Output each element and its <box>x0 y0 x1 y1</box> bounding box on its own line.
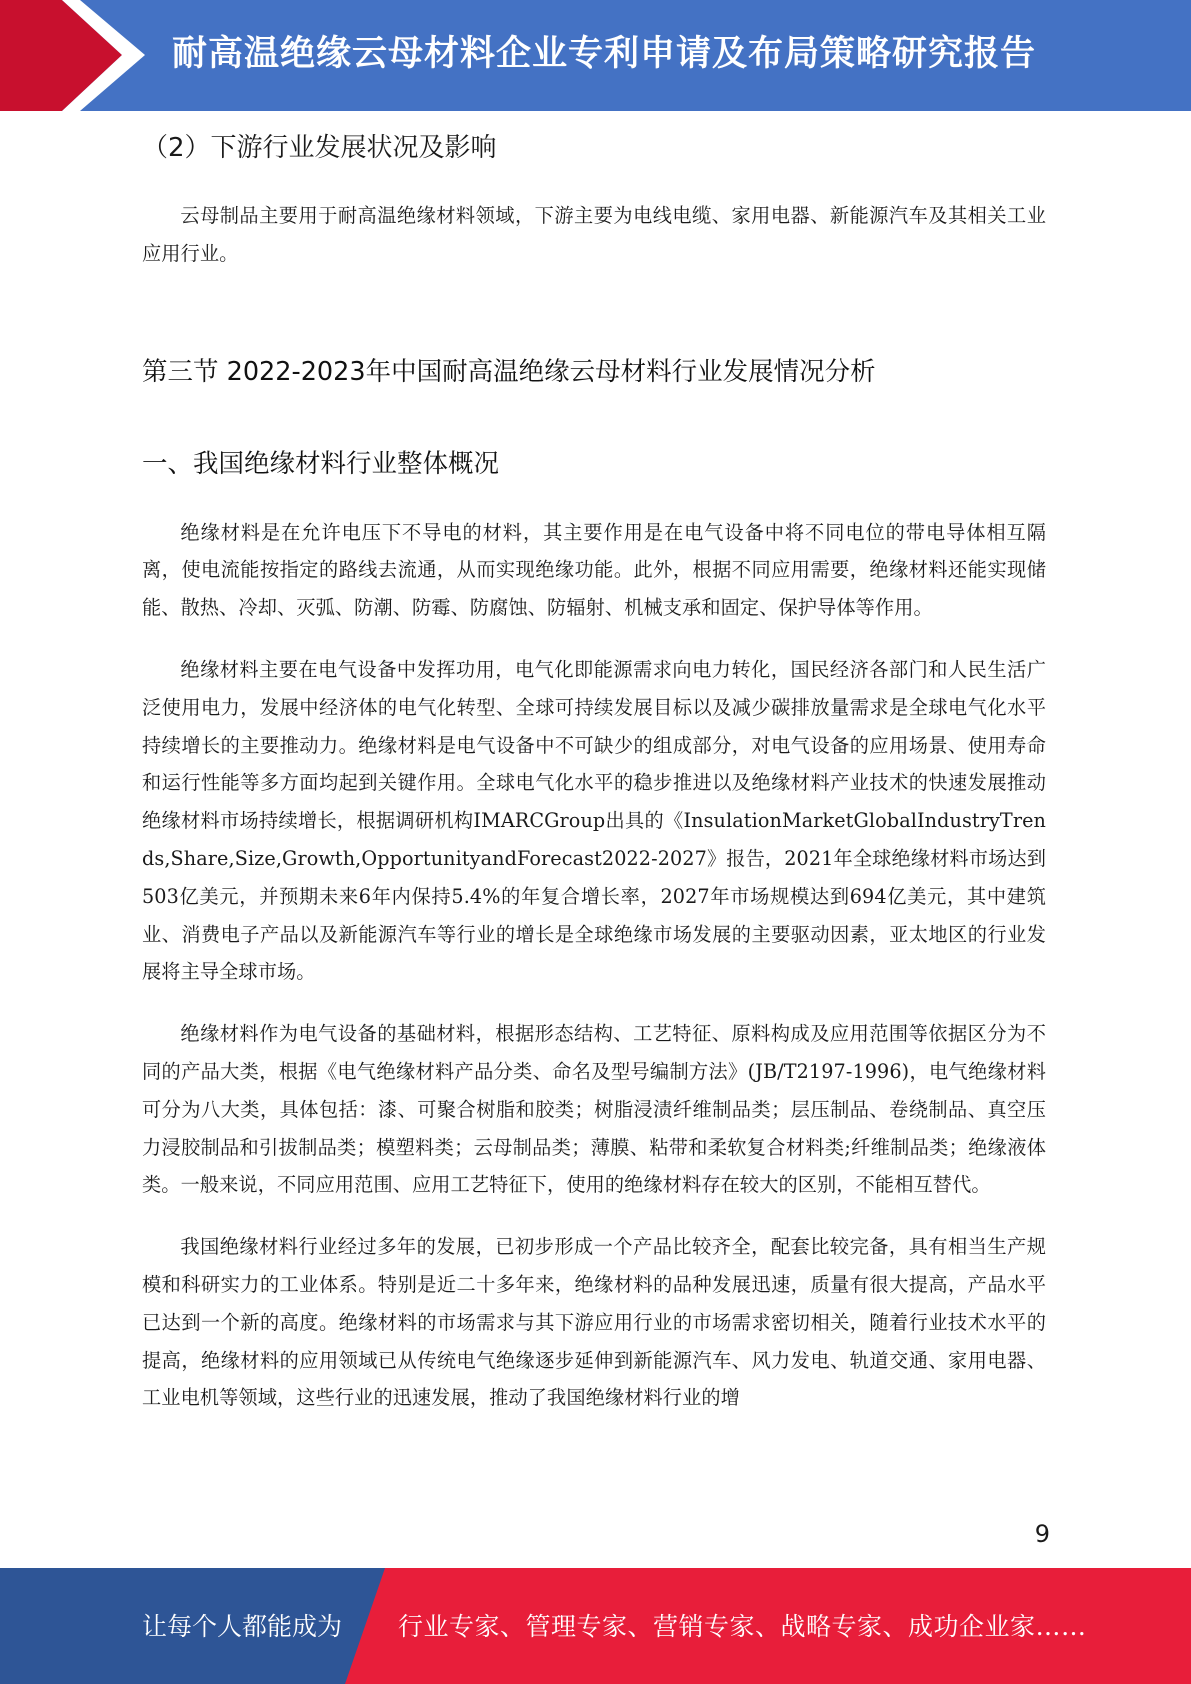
report-title: 耐高温绝缘云母材料企业专利申请及布局策略研究报告 <box>172 34 1037 74</box>
heading-overview: 一、我国绝缘材料行业整体概况 <box>142 448 500 479</box>
page-number: 9 <box>1034 1520 1050 1548</box>
footer-slogan-right: 行业专家、管理专家、营销专家、战略专家、成功企业家…… <box>398 1612 1087 1641</box>
page-footer-banner <box>0 1568 1191 1684</box>
intro-paragraph: 云母制品主要用于耐高温绝缘材料领域，下游主要为电线电缆、家用电器、新能源汽车及其相关工业应用行业。 <box>142 204 1046 265</box>
paragraph-industry-development: 我国绝缘材料行业经过多年的发展，已初步形成一个产品比较齐全，配套比较完备，具有相当生产规模和科研实力的工业体系。特别是近二十多年来，绝缘材料的品种发展迅速，质量有很大提高，产品水平已达到一个新的高度。绝缘材料的市场需求与其下游应用行业的市场需求密切相关，随着行业技术水平的提高，绝缘材料的应用领域已从传统电气绝缘逐步延伸到新能源汽车、风力发电、轨道交通、家用电器、工业电机等领域，这些行业的迅速发展，推动了我国绝缘材料行业的增 <box>142 1235 1046 1410</box>
page-body <box>142 128 1046 1417</box>
footer-slogan-left: 让每个人都能成为 <box>142 1612 343 1641</box>
section-title: 第三节 2022-2023年中国耐高温绝缘云母材料行业发展情况分析 <box>142 356 876 387</box>
paragraph-classification: 绝缘材料作为电气设备的基础材料，根据形态结构、工艺特征、原料构成及应用范围等依据区分为不同的产品大类，根据《电气绝缘材料产品分类、命名及型号编制方法》(JB/T2197-1996)，电气绝缘材料可分为八大类，具体包括：漆、可聚合树脂和胶类；树脂浸渍纤维制品类；层压制品、卷绕制品、真空压力浸胶制品和引拔制品类；模塑料类；云母制品类；薄膜、粘带和柔软复合材料类;纤维制品类；绝缘液体类。一般来说，不同应用范围、应用工艺特征下，使用的绝缘材料存在较大的区别，不能相互替代。 <box>142 1022 1046 1197</box>
paragraph-definition: 绝缘材料是在允许电压下不导电的材料，其主要作用是在电气设备中将不同电位的带电导体相互隔离，使电流能按指定的路线去流通，从而实现绝缘功能。此外，根据不同应用需要，绝缘材料还能实现储能、散热、冷却、灭弧、防潮、防霉、防腐蚀、防辐射、机械支承和固定、保护导体等作用。 <box>142 520 1046 620</box>
paragraph-market: 绝缘材料主要在电气设备中发挥功用，电气化即能源需求向电力转化，国民经济各部门和人民生活广泛使用电力，发展中经济体的电气化转型、全球可持续发展目标以及减少碳排放量需求是全球电气化水平持续增长的主要推动力。绝缘材料是电气设备中不可缺少的组成部分，对电气设备的应用场景、使用寿命和运行性能等多方面均起到关键作用。全球电气化水平的稳步推进以及绝缘材料产业技术的快速发展推动绝缘材料市场持续增长，根据调研机构IMARCGroup出具的《InsulationMarketGlobalIndustryTrends,Share,Size,Growth,OpportunityandForecast2022-2027》报告，2021年全球绝缘材料市场达到503亿美元，并预期未来6年内保持5.4%的年复合增长率，2027年市场规模达到694亿美元，其中建筑业、消费电子产品以及新能源汽车等行业的增长是全球绝缘市场发展的主要驱动因素，亚太地区的行业发展将主导全球市场。 <box>142 657 1046 984</box>
subheading-downstream: （2）下游行业发展状况及影响 <box>142 133 497 163</box>
page-header-banner <box>0 0 1191 111</box>
